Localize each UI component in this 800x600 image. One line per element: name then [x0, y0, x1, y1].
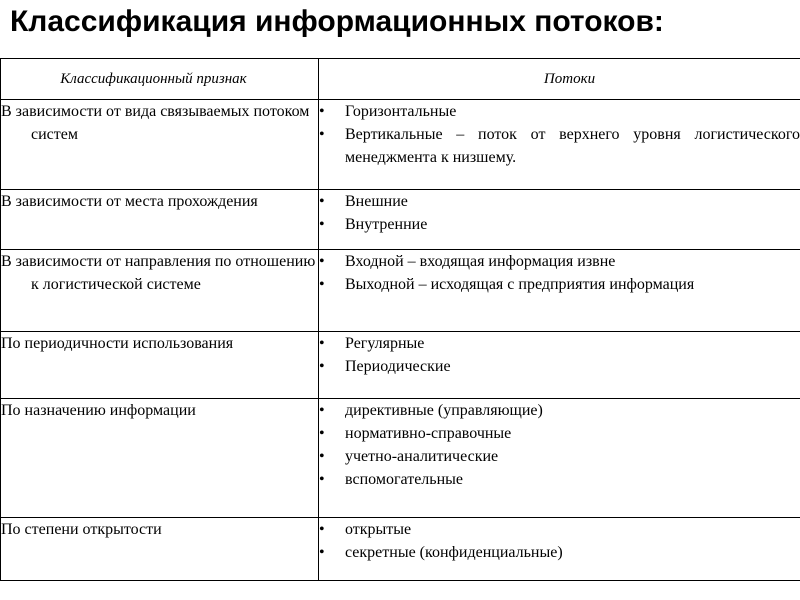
bullet-icon: • [319, 216, 325, 233]
flow-text: Периодические [345, 358, 451, 375]
table-row [1, 250, 800, 332]
flow-item [319, 250, 800, 273]
bullet-icon: • [319, 126, 325, 143]
feature-text: По периодичности использования [1, 335, 234, 352]
bullet-icon: • [319, 425, 325, 442]
flow-text: Вертикальные – поток от верхнего уровня логистического менеджмента к низшему. [345, 126, 800, 166]
flow-text: открытые [345, 521, 412, 538]
flows-cell [319, 399, 800, 518]
flows-cell [319, 332, 800, 399]
flow-text: секретные (конфиденциальные) [345, 544, 563, 561]
bullet-icon: • [319, 193, 325, 210]
header-flows: Потоки [319, 59, 800, 100]
flow-item [319, 123, 800, 169]
feature-cell [1, 250, 319, 332]
bullet-icon: • [319, 471, 325, 488]
flow-text: вспомогательные [345, 471, 463, 488]
flow-item [319, 213, 800, 236]
flow-item [319, 445, 800, 468]
flow-text: Регулярные [345, 335, 425, 352]
flow-item [319, 468, 800, 491]
flow-text: Входной – входящая информация извне [345, 253, 616, 270]
feature-text: По степени открытости [1, 521, 162, 538]
bullet-icon: • [319, 544, 325, 561]
bullet-icon: • [319, 448, 325, 465]
flow-list [319, 399, 800, 491]
flows-cell [319, 190, 800, 250]
bullet-icon: • [319, 358, 325, 375]
flow-list [319, 250, 800, 296]
flow-item [319, 355, 800, 378]
flow-text: Горизонтальные [345, 103, 457, 120]
flow-text: Внешние [345, 193, 408, 210]
classification-table [0, 58, 800, 581]
flows-cell [319, 250, 800, 332]
feature-text: В зависимости от направления по отношению к логистической системе [1, 253, 316, 293]
bullet-icon: • [319, 335, 325, 352]
flow-item [319, 100, 800, 123]
feature-cell [1, 100, 319, 190]
flow-item [319, 541, 800, 564]
flow-item [319, 190, 800, 213]
table-row [1, 399, 800, 518]
feature-text: В зависимости от места прохождения [1, 193, 258, 210]
bullet-icon: • [319, 253, 325, 270]
bullet-icon: • [319, 521, 325, 538]
bullet-icon: • [319, 103, 325, 120]
flows-cell [319, 100, 800, 190]
bullet-icon: • [319, 276, 325, 293]
table-row [1, 518, 800, 581]
flow-item [319, 518, 800, 541]
flow-list [319, 518, 800, 564]
flow-item [319, 332, 800, 355]
table-row [1, 100, 800, 190]
feature-cell [1, 190, 319, 250]
flow-text: Выходной – исходящая с предприятия информация [345, 276, 695, 293]
feature-cell [1, 399, 319, 518]
flow-list [319, 332, 800, 378]
table-header-row [1, 59, 800, 100]
flows-cell [319, 518, 800, 581]
flow-text: директивные (управляющие) [345, 402, 543, 419]
feature-cell [1, 518, 319, 581]
table-row [1, 190, 800, 250]
flow-list [319, 190, 800, 236]
slide-title: Классификация информационных потоков: [10, 5, 664, 38]
feature-text: В зависимости от вида связываемых потоком систем [1, 103, 310, 143]
flow-text: нормативно-справочные [345, 425, 512, 442]
header-feature: Классификационный признак [1, 59, 319, 100]
flow-list [319, 100, 800, 169]
flow-item [319, 422, 800, 445]
flow-item [319, 273, 800, 296]
bullet-icon: • [319, 402, 325, 419]
flow-text: учетно-аналитические [345, 448, 499, 465]
table-row [1, 332, 800, 399]
feature-text: По назначению информации [1, 402, 196, 419]
flow-text: Внутренние [345, 216, 428, 233]
flow-item [319, 399, 800, 422]
feature-cell [1, 332, 319, 399]
